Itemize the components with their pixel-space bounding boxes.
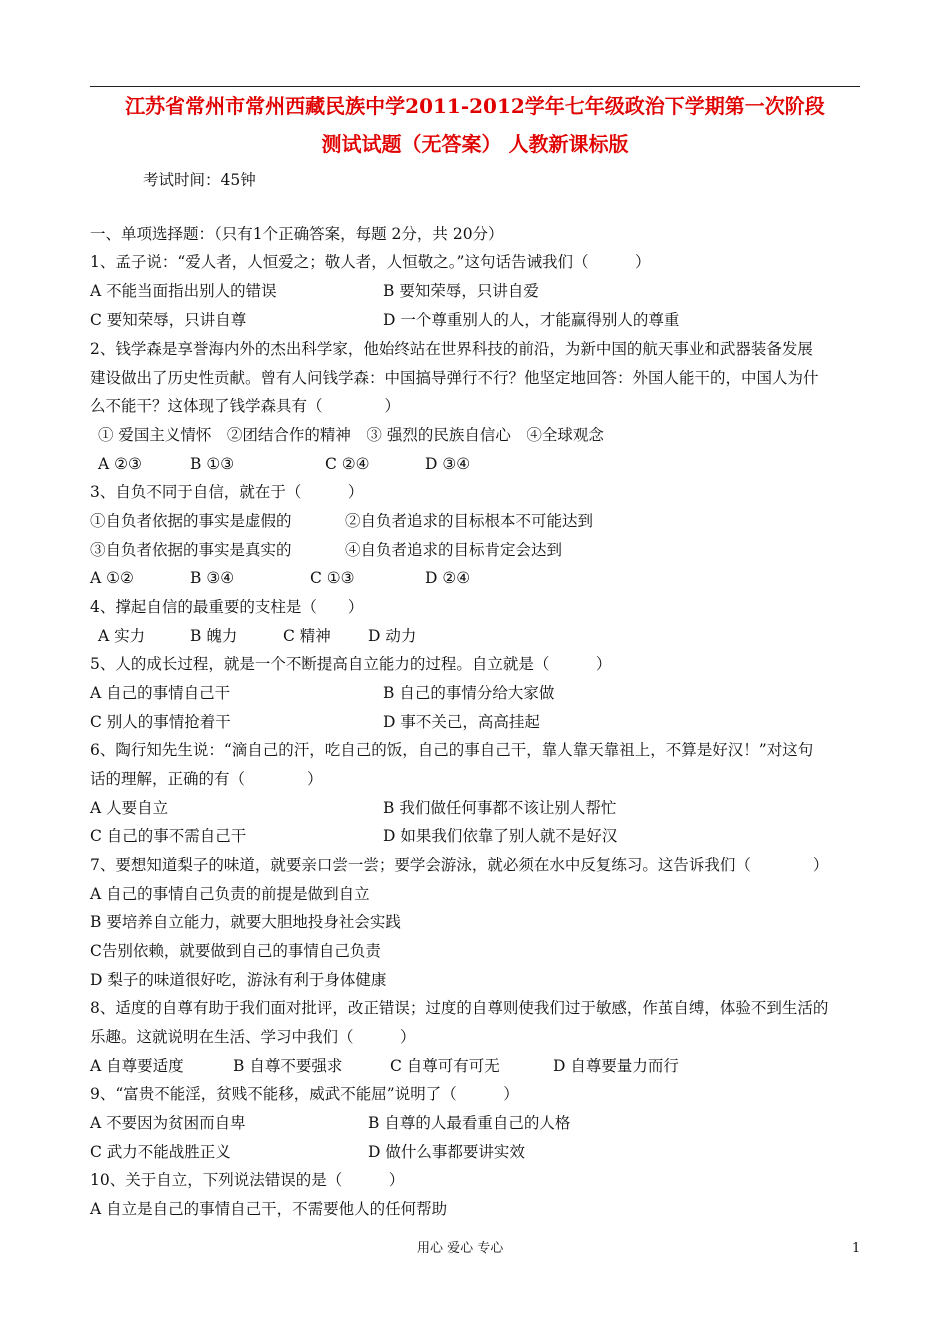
question-5-option-d: D 事不关己，高高挂起 bbox=[383, 713, 540, 731]
footer-slogan: 用心 爱心 专心 bbox=[417, 1241, 504, 1256]
question-2-stem-1: 2、钱学森是享誉海内外的杰出科学家，他始终站在世界科技的前沿，为新中国的航天事业和武器装备发展 bbox=[90, 340, 813, 358]
question-9-stem: 9、“富贵不能淫，贫贱不能移，威武不能屈”说明了（ ） bbox=[90, 1085, 519, 1103]
question-1-option-a: A 不能当面指出别人的错误 bbox=[90, 282, 277, 300]
question-3-option-a: A ①② bbox=[90, 569, 134, 587]
question-2-stem-2: 建设做出了历史性贡献。曾有人问钱学森：中国搞导弹行不行？他坚定地回答：外国人能干的，中国人为什 bbox=[90, 369, 819, 387]
question-5-option-b: B 自己的事情分给大家做 bbox=[383, 684, 555, 702]
question-8-stem-2: 乐趣。这就说明在生活、学习中我们（ ） bbox=[90, 1028, 416, 1046]
question-7-option-d: D 梨子的味道很好吃，游泳有利于身体健康 bbox=[90, 971, 387, 989]
question-6-option-b: B 我们做任何事都不该让别人帮忙 bbox=[383, 799, 617, 817]
question-9-option-b: B 自尊的人最看重自己的人格 bbox=[368, 1114, 571, 1132]
exam-time: 考试时间：45钟 bbox=[143, 171, 256, 189]
question-1-option-c: C 要知荣辱，只讲自尊 bbox=[90, 311, 247, 329]
question-5-stem: 5、人的成长过程，就是一个不断提高自立能力的过程。自立就是（ ） bbox=[90, 655, 612, 673]
question-3-option-b: B ③④ bbox=[190, 569, 235, 587]
question-8-stem-1: 8、适度的自尊有助于我们面对批评，改正错误；过度的自尊则使我们过于敏感，作茧自缚，体验不到生活的 bbox=[90, 999, 829, 1017]
question-8-option-b: B 自尊不要强求 bbox=[233, 1057, 343, 1075]
document-title-line-1: 江苏省常州市常州西藏民族中学2011-2012学年七年级政治下学期第一次阶段 bbox=[125, 94, 825, 118]
question-1-option-b: B 要知荣辱，只讲自爱 bbox=[383, 282, 539, 300]
question-5-option-c: C 别人的事情抢着干 bbox=[90, 713, 231, 731]
question-6-option-d: D 如果我们依靠了别人就不是好汉 bbox=[383, 827, 618, 845]
question-6-stem-2: 话的理解，正确的有（ ） bbox=[90, 770, 323, 788]
question-10-option-a: A 自立是自己的事情自己干，不需要他人的任何帮助 bbox=[90, 1200, 448, 1218]
question-2-option-a: A ②③ bbox=[98, 455, 142, 473]
question-7-option-c: C告别依赖，就要做到自己的事情自己负责 bbox=[90, 942, 381, 960]
question-3-option-d: D ②④ bbox=[425, 569, 471, 587]
question-10-stem: 10、关于自立，下列说法错误的是（ ） bbox=[90, 1171, 405, 1189]
question-8-option-c: C 自尊可有可无 bbox=[390, 1057, 500, 1075]
question-1-option-d: D 一个尊重别人的人，才能赢得别人的尊重 bbox=[383, 311, 680, 329]
question-3-item-4: ④自负者追求的目标肯定会达到 bbox=[345, 541, 563, 559]
question-8-option-d: D 自尊要量力而行 bbox=[553, 1057, 679, 1075]
question-3-item-2: ②自负者追求的目标根本不可能达到 bbox=[345, 512, 594, 530]
page-number: 1 bbox=[852, 1241, 861, 1256]
question-3-item-3: ③自负者依据的事实是真实的 bbox=[90, 541, 292, 559]
question-4-option-a: A 实力 bbox=[98, 627, 146, 645]
question-6-option-a: A 人要自立 bbox=[90, 799, 169, 817]
question-1-stem: 1、孟子说：“爱人者，人恒爱之；敬人者，人恒敬之。”这句话告诫我们（ ） bbox=[90, 253, 651, 271]
question-3-stem: 3、自负不同于自信，就在于（ ） bbox=[90, 483, 364, 501]
question-7-stem: 7、要想知道梨子的味道，就要亲口尝一尝；要学会游泳，就必须在水中反复练习。这告诉我们（ ） bbox=[90, 856, 829, 874]
question-9-option-c: C 武力不能战胜正义 bbox=[90, 1143, 231, 1161]
section-heading: 一、单项选择题：（只有1个正确答案，每题 2分，共 20分） bbox=[90, 225, 504, 243]
question-6-option-c: C 自己的事不需自己干 bbox=[90, 827, 247, 845]
question-3-option-c: C ①③ bbox=[310, 569, 355, 587]
question-4-stem: 4、撑起自信的最重要的支柱是（ ） bbox=[90, 598, 364, 616]
question-5-option-a: A 自己的事情自己干 bbox=[90, 684, 231, 702]
header-rule bbox=[90, 86, 860, 87]
question-8-option-a: A 自尊要适度 bbox=[90, 1057, 184, 1075]
document-title-line-2: 测试试题（无答案） 人教新课标版 bbox=[321, 132, 629, 156]
question-4-option-d: D 动力 bbox=[368, 627, 417, 645]
question-9-option-a: A 不要因为贫困而自卑 bbox=[90, 1114, 246, 1132]
question-4-option-c: C 精神 bbox=[283, 627, 331, 645]
question-7-option-a: A 自己的事情自己负责的前提是做到自立 bbox=[90, 885, 370, 903]
question-3-item-1: ①自负者依据的事实是虚假的 bbox=[90, 512, 292, 530]
question-2-option-c: C ②④ bbox=[325, 455, 370, 473]
question-2-option-b: B ①③ bbox=[190, 455, 235, 473]
question-2-option-d: D ③④ bbox=[425, 455, 471, 473]
question-2-items: ① 爱国主义情怀 ②团结合作的精神 ③ 强烈的民族自信心 ④全球观念 bbox=[98, 426, 604, 444]
question-4-option-b: B 魄力 bbox=[190, 627, 238, 645]
question-6-stem-1: 6、陶行知先生说：“滴自己的汗，吃自己的饭，自己的事自己干，靠人靠天靠祖上，不算是好汉！”对这句 bbox=[90, 741, 814, 759]
question-7-option-b: B 要培养自立能力，就要大胆地投身社会实践 bbox=[90, 913, 401, 931]
question-9-option-d: D 做什么事都要讲实效 bbox=[368, 1143, 525, 1161]
question-2-stem-3: 么不能干？这体现了钱学森具有（ ） bbox=[90, 397, 401, 415]
